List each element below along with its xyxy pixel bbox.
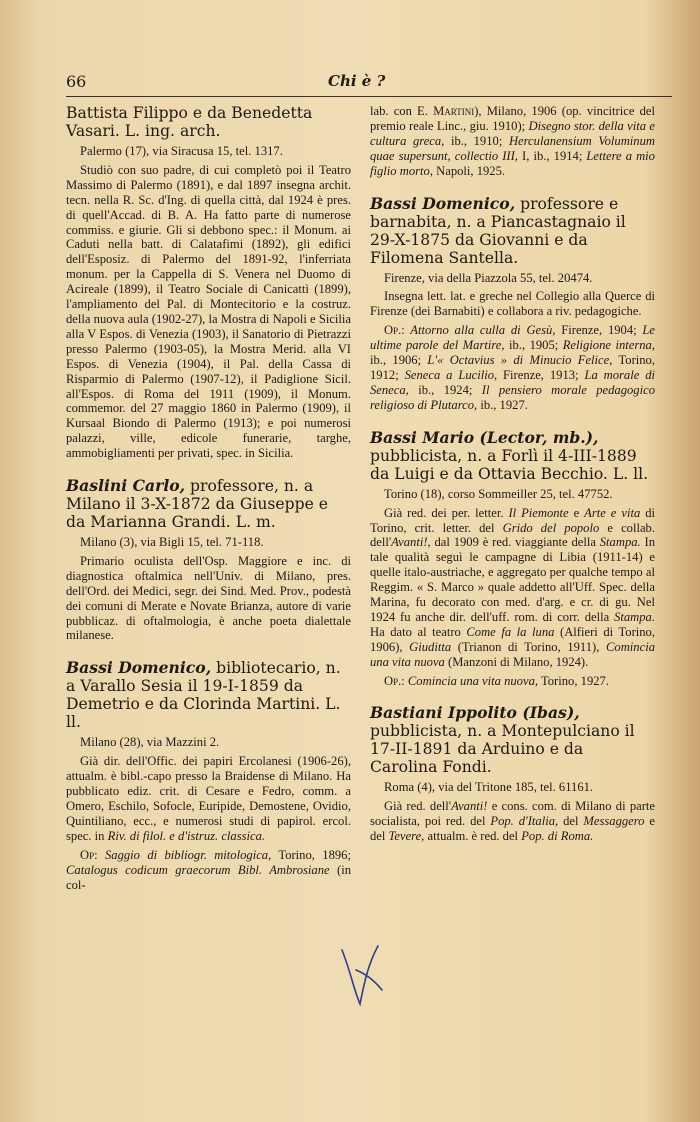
work-title: Le ultime parole del Martire, xyxy=(370,323,655,353)
bio-italic: Avanti!, xyxy=(391,535,431,550)
work-title: Herculanensium Voluminum quae supersunt, collectio III, xyxy=(370,133,655,163)
works-label: Op: xyxy=(80,847,98,862)
entry-biography: Insegna lett. lat. e greche nel Collegio alla Querce di Firenze (dei Barnabiti) e collabora a riv. pedagogiche. xyxy=(370,289,655,319)
entry-name: Baslini Carlo, xyxy=(66,476,186,496)
bio-text: e collab. dell' xyxy=(370,520,655,550)
header-rule xyxy=(66,96,672,97)
works-text: ib., 1910; xyxy=(444,133,509,148)
entry-address: Milano (28), via Mazzini 2. xyxy=(80,735,220,750)
entry-works xyxy=(370,674,655,689)
left-column xyxy=(66,104,351,908)
entry-description: professore e barnabita, n. a Piancastagnaio il 29-X-1875 da Giovanni e da Filomena Santella. xyxy=(370,194,626,267)
work-title: Lettere a mio figlio morto, xyxy=(370,148,655,178)
bio-text: e cons. com. di Milano di parte socialista, poi red. del xyxy=(370,799,655,829)
entry-name: Bassi Mario xyxy=(370,427,475,447)
work-title: Religione interna, xyxy=(562,338,655,353)
entry-battista-continued xyxy=(66,104,351,461)
bio-italic: Pop. d'Italia, xyxy=(490,814,559,829)
bio-italic: Come fa la luna xyxy=(466,624,555,639)
entry-bassi-domenico-continued xyxy=(370,104,655,179)
entry-biography: Studiò con suo padre, di cui completò poi il Teatro Massimo di Palermo (1891), e dal 1897 insegna archit. tecn. nella R. Sc. d'Ing. di quella città, dal 1924 è pres. di quell'Accad. di B. A. Ha fatto parte di numerose commiss. e giurie. Gli si debbono spec.: il Monum. ai Caduti nella batt. di Calatafimi (1892), gli edifici dell'Esposiz. di Palermo del 1891-92, l'inferriata monum. per la Cappella di S. Venera nel Duomo di Acireale (1899), il Teatro Sociale di Canicattì (1899), l'ampliamento del Pal. di Montecitorio e la costruz. della nuova aula (1902-27), la Mostra di Napoli e Sicilia alla V Espos. di Venezia (1903), il Sanatorio di Pietrazzi presso Palermo (1903-05), la Mostra Merid. alla VI Espos. di Venezia (1904), il Pal. della Cassa di Risparmio di Palermo (1907-12), il Padiglione Sicil. all'Espos. di Roma del 1911 (1909), il Monum. commemor. del 27 maggio 1860 in Palermo (1909), il Kursaal Biondo di Palermo (1913); e poi numerosi palazzi, ville, edicole funerarie, targhe, ammobigliamenti per privati, spec. in Sicilia. xyxy=(66,162,351,461)
work-place: (in col- xyxy=(66,862,351,892)
work-title: L'« Octavius » di Minucio Felice, xyxy=(427,353,613,368)
work-title: Attorno alla culla di Gesù, xyxy=(404,323,556,338)
entry-bassi-domenico-professore xyxy=(370,195,655,413)
bio-text: del xyxy=(558,814,584,829)
bio-text: (Trianon di Torino, 1911), xyxy=(451,639,607,654)
pen-mark-icon xyxy=(338,940,386,1010)
work-title: Catalogus codicum graecorum Bibl. Ambrosiane xyxy=(66,862,330,877)
entry-heading xyxy=(66,659,351,731)
bio-text: (Manzoni di Milano, 1924). xyxy=(444,654,589,669)
works-text: Napoli, 1925. xyxy=(432,163,506,178)
entry-biography: Primario oculista dell'Osp. Maggiore e inc. di diagnostica oftalmica nell'Univ. di Milano, pres. dell'Ord. dei Medici, segr. dei Sind. Med. Prov., podestà dei comuni di Merate e Novate Brianza, autore di varie pubblicaz. di oftalmologia, è anche poeta dialettale milanese. xyxy=(66,553,351,643)
entry-works xyxy=(370,323,655,412)
bio-text: (Alfieri di Torino, 1906), xyxy=(370,624,656,654)
right-column xyxy=(370,104,655,860)
entry-bastiani-ippolito xyxy=(370,704,655,844)
bio-text: Già red. dell' xyxy=(384,799,452,814)
entry-name: Bassi Domenico, xyxy=(66,658,212,678)
bio-italic: Grido del popolo xyxy=(502,520,600,535)
work-place: Torino, 1912; xyxy=(370,353,655,382)
bio-italic: Giuditta xyxy=(409,639,452,654)
work-title: Comincia una vita nuova, xyxy=(404,673,539,688)
bio-italic: Il Piemonte xyxy=(508,505,569,520)
entry-pseudonym: (Ibas), xyxy=(516,703,580,723)
work-place: Torino, 1927. xyxy=(538,673,609,688)
bio-text: dal 1909 è red. viaggiante della xyxy=(430,535,600,550)
entry-biography xyxy=(370,506,655,670)
bio-text: Già dir. dell'Offic. dei papiri Ercolanesi (1906-26), attualm. è bibl.-capo presso la Braidense di Milano. Ha pubblicato ediz. crit. di Cesare e Fedro, comm. a Omero, Eschilo, Sofocle, Euripide, Demostene, Ovidio, Quintiliano, ecc., e numerosi studi di papirol. ercol. spec. in xyxy=(66,754,351,843)
work-place: ib., 1924; xyxy=(408,382,482,397)
bio-text: Ha dato al teatro xyxy=(370,624,467,639)
entry-baslini-carlo xyxy=(66,477,351,643)
entry-address: Roma (4), via del Tritone 185, tel. 61161. xyxy=(384,780,594,795)
work-place: Firenze, 1913; xyxy=(497,367,585,382)
entry-heading: Battista Filippo e da Benedetta Vasari. L. ing. arch. xyxy=(66,104,313,140)
page-number: 66 xyxy=(66,72,87,91)
entry-description: pubblicista, n. a Forlì il 4-III-1889 da Luigi e da Ottavia Becchio. L. ll. xyxy=(370,446,649,483)
entry-biography xyxy=(370,799,655,844)
work-title: La morale di Seneca, xyxy=(370,367,655,397)
entry-heading xyxy=(66,477,351,531)
entry-heading xyxy=(370,429,655,483)
entry-bassi-domenico-bibliotecario xyxy=(66,659,351,892)
work-title: Il pensiero morale pedagogico religioso di Plutarco, xyxy=(370,382,655,412)
entry-works xyxy=(66,848,351,893)
work-place: ib., 1906; xyxy=(370,353,428,368)
running-title: Chi è ? xyxy=(328,72,386,90)
entry-address: Milano (3), via Bigli 15, tel. 71-118. xyxy=(80,535,264,550)
works-text: ), Milano, 1906 (op. vincitrice del premio reale Linc., giu. 1910); xyxy=(370,104,655,133)
entry-address: Palermo (17), via Siracusa 15, tel. 1317. xyxy=(80,144,283,158)
bio-text: di Torino, crit. letter. del xyxy=(370,505,656,535)
entry-biography xyxy=(66,754,351,843)
entry-description: professore, n. a Milano il 3-X-1872 da Giuseppe e da Marianna Grandi. L. m. xyxy=(66,477,328,532)
entry-heading xyxy=(370,704,655,776)
entry-works-continued xyxy=(370,104,655,179)
entry-bassi-mario xyxy=(370,429,655,689)
entry-name: Bastiani Ippolito xyxy=(370,703,517,723)
bio-text: e xyxy=(568,505,585,520)
bio-italic: Messaggero xyxy=(583,814,645,829)
page-header xyxy=(66,72,672,94)
work-place: ib., 1905; xyxy=(504,338,563,353)
bio-text: In tale qualità seguì le campagne di Libia (1911-14) e quelle italo-austriache, e aggregato per qualche tempo al Reggim. « S. Marco » quale addetto all'Uff. Spec. della Marina, fu decorato con med. d'arg. e cr. di gu. Nel 1924 fu anche dir. dell'uff. rom. di corr. della xyxy=(370,535,655,624)
works-label: Op.: xyxy=(384,673,405,688)
bio-text: e del xyxy=(370,814,655,844)
bio-italic: Avanti! xyxy=(451,799,488,814)
work-title: Saggio di bibliogr. mitologica, xyxy=(97,847,272,862)
bio-italic: Arte e vita xyxy=(584,505,641,520)
works-text: I, ib., 1914; xyxy=(517,148,587,163)
entry-address: Firenze, via della Piazzola 55, tel. 20474. xyxy=(384,270,593,285)
bio-italic: Stampa. xyxy=(599,535,641,550)
collaborator-name: Martini xyxy=(433,104,475,118)
bio-text: Già red. dei per. letter. xyxy=(384,505,509,520)
work-place: Firenze, 1904; xyxy=(555,323,643,338)
work-place: Torino, 1896; xyxy=(271,847,351,862)
work-place: ib., 1927. xyxy=(477,397,528,412)
entry-address: Torino (18), corso Sommeiller 25, tel. 47752. xyxy=(384,486,613,501)
works-label: Op.: xyxy=(384,323,405,338)
work-title: Seneca a Lucilio, xyxy=(404,367,498,382)
bio-italic: Tevere, xyxy=(388,829,425,844)
bio-italic: Riv. di filol. e d'istruz. classica. xyxy=(107,828,266,843)
bio-text: attualm. è red. del xyxy=(424,829,522,844)
entry-pseudonym: (Lector, mb.), xyxy=(474,427,599,447)
bio-italic: Pop. di Roma. xyxy=(521,829,594,844)
entry-heading xyxy=(370,195,655,267)
work-title: Disegno stor. della vita e cultura greca, xyxy=(370,118,655,148)
bio-italic: Comincia una vita nuova xyxy=(370,639,655,669)
works-text: lab. con E. xyxy=(370,104,434,118)
entry-description: pubblicista, n. a Montepulciano il 17-II-1891 da Arduino e da Carolina Fondi. xyxy=(370,722,635,777)
bio-italic: Stampa. xyxy=(614,609,655,624)
entry-name: Bassi Domenico, xyxy=(370,193,516,213)
entry-description: bibliotecario, n. a Varallo Sesia il 19-I-1859 da Demetrio e da Clorinda Martini. L. ll. xyxy=(66,659,341,732)
